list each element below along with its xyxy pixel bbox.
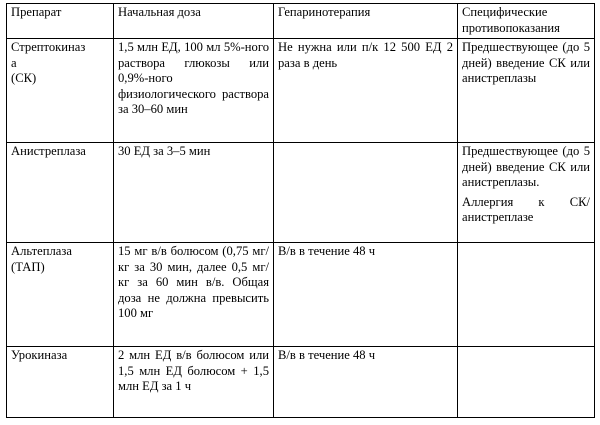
cell-dose: 2 млн ЕД в/в болюсом или 1,5 млн ЕД болюсом + 1,5 млн ЕД за 1 ч [114, 347, 274, 418]
cell-contra: Предшествующее (до 5 дней) введение СК или анистреплазы. Аллергия к СК/ анистреплазе [458, 143, 595, 243]
cell-heparin: В/в в течение 48 ч [274, 347, 458, 418]
header-cell-heparin: Гепаринотерапия [274, 4, 458, 39]
header-cell-contra: Специфические противопоказания [458, 4, 595, 39]
header-cell-dose: Начальная доза [114, 4, 274, 39]
cell-dose: 30 ЕД за 3–5 мин [114, 143, 274, 243]
table-row [7, 143, 595, 243]
table-row [7, 39, 595, 143]
thrombolytic-drugs-table [6, 3, 595, 418]
cell-drug: Альтеплаза (ТАП) [7, 243, 114, 347]
cell-drug: Стрептокиназ а (СК) [7, 39, 114, 143]
header-cell-drug: Препарат [7, 4, 114, 39]
cell-contra: Предшествующее (до 5 дней) введение СК или анистреплазы [458, 39, 595, 143]
cell-heparin [274, 143, 458, 243]
table-row [7, 347, 595, 418]
cell-drug: Анистреплаза [7, 143, 114, 243]
cell-dose: 1,5 млн ЕД, 100 мл 5%-ного раствора глюкозы или 0,9%-ного физиологического раствора за 30–60 мин [114, 39, 274, 143]
document-page [6, 3, 595, 418]
cell-contra [458, 347, 595, 418]
cell-heparin: Не нужна или п/к 12 500 ЕД 2 раза в день [274, 39, 458, 143]
table-row [7, 243, 595, 347]
table-header-row [7, 4, 595, 39]
cell-dose: 15 мг в/в болюсом (0,75 мг/кг за 30 мин, далее 0,5 мг/кг за 60 мин в/в. Общая доза не должна превысить 100 мг [114, 243, 274, 347]
cell-heparin: В/в в течение 48 ч [274, 243, 458, 347]
cell-drug: Урокиназа [7, 347, 114, 418]
cell-contra [458, 243, 595, 347]
